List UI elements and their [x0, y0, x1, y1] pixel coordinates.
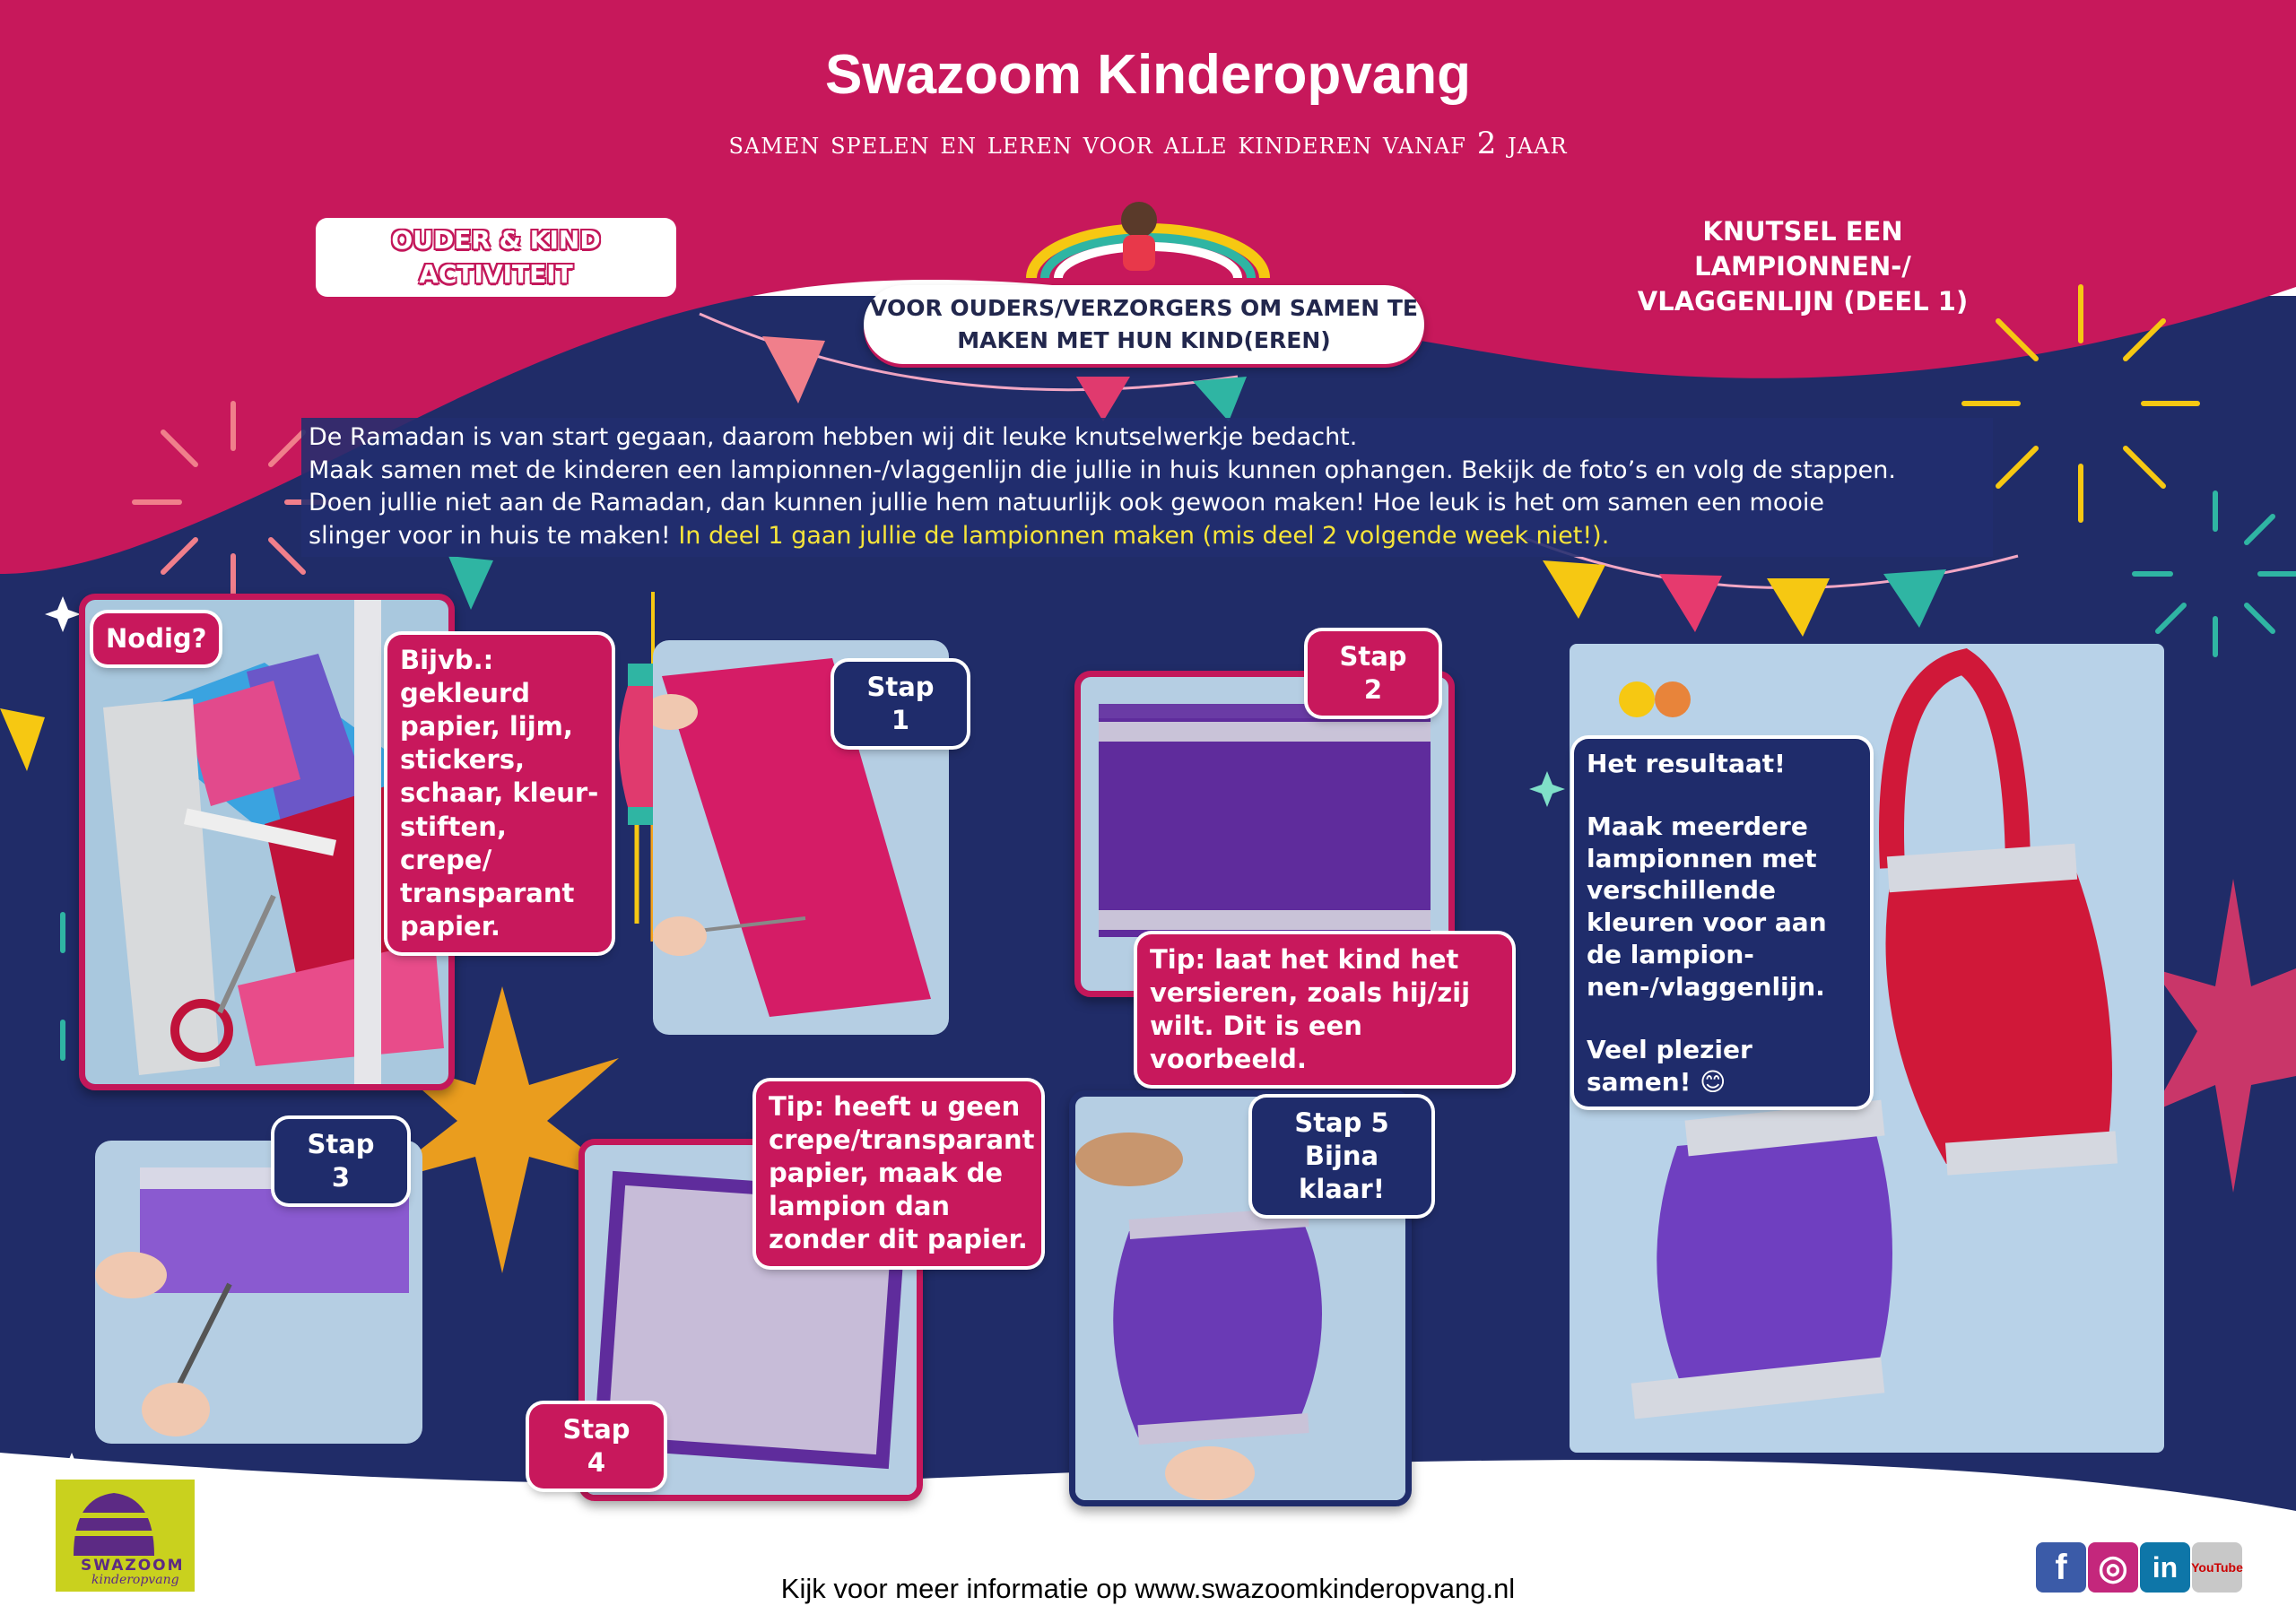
tip-step4: Tip: heeft u geen crepe/transparant papier, maak de lampion dan zonder dit papier. [756, 1081, 1041, 1266]
linkedin-icon[interactable]: in [2140, 1542, 2190, 1593]
intro-text [301, 418, 1993, 557]
step2-label: Stap 2 [1308, 631, 1439, 716]
step3-label: Stap 3 [274, 1119, 407, 1203]
intro-line-4-white: slinger voor in huis te maken! [309, 522, 671, 551]
step5-label: Stap 5 Bijna klaar! [1252, 1098, 1431, 1215]
result-bubble: Het resultaat! Maak meerdere lampionnen met verschillende kleuren voor aan de lampion-nen-/vlaggenlijn. Veel plezier samen! 😊 [1574, 739, 1870, 1107]
intro-line-1: De Ramadan is van start gegaan, daarom hebben wij dit leuke knutselwerkje bedacht. [309, 423, 1358, 451]
page-subtitle: samen spelen en leren voor alle kinderen vanaf 2 jaar [728, 126, 1568, 161]
step1-label: Stap 1 [834, 662, 967, 746]
intro-line-4 [309, 520, 1986, 553]
step4-label: Stap 4 [529, 1404, 664, 1488]
craft-title-tag: KNUTSEL EEN LAMPIONNEN-/ VLAGGENLIJN (DEEL 1) [1637, 216, 1969, 317]
page-title: Swazoom Kinderopvang [825, 44, 1471, 106]
intro-line-2: Maak samen met de kinderen een lampionnen-/vlaggenlijn die jullie in huis kunnen ophangen. Bekijk de foto’s en volg de stappen. [309, 456, 1896, 484]
instagram-icon[interactable]: ◎ [2088, 1542, 2138, 1593]
youtube-icon[interactable]: YouTube [2192, 1542, 2242, 1593]
materials-bubble: Bijvb.: gekleurd papier, lijm, stickers, schaar, kleur-stiften, crepe/ transparant papier. [387, 635, 612, 952]
activity-tag: OUDER & KIND ACTIVITEIT [318, 221, 674, 294]
intro-line-3: Doen jullie niet aan de Ramadan, dan kunnen jullie hem natuurlijk ook gewoon maken! Hoe leuk is het om samen een mooie [309, 489, 1824, 517]
tip-step2: Tip: laat het kind het versieren, zoals hij/zij wilt. Dit is een voorbeeld. [1137, 934, 1512, 1085]
footer-text: Kijk voor meer informatie op www.swazoomkinderopvang.nl [780, 1573, 1516, 1604]
audience-pill: VOOR OUDERS/VERZORGERS OM SAMEN TE MAKEN MET HUN KIND(EREN) [864, 285, 1424, 364]
swazoom-logo: SWAZOOM kinderopvang [56, 1480, 195, 1592]
facebook-icon[interactable]: f [2036, 1542, 2086, 1593]
nodig-bubble: Nodig? [93, 613, 219, 664]
intro-line-4-yellow: In deel 1 gaan jullie de lampionnen maken (mis deel 2 volgende week niet!). [678, 522, 1610, 551]
